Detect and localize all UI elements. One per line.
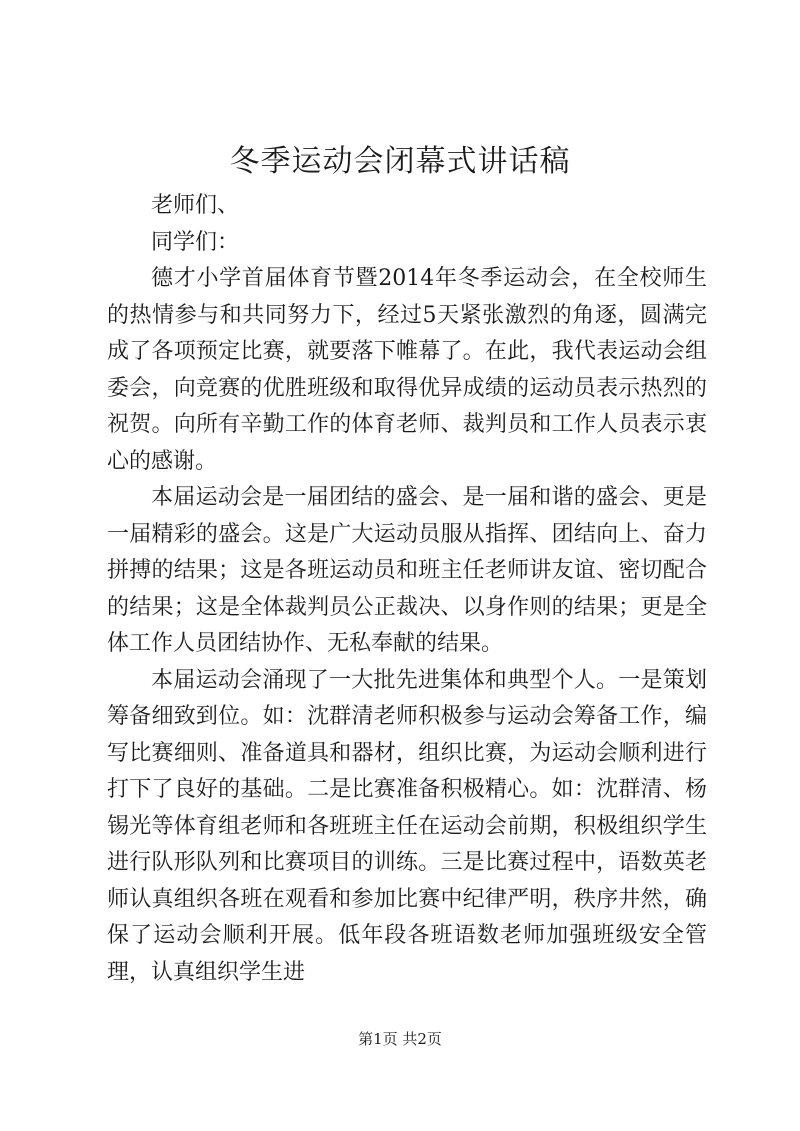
salutation-teachers: 老师们、 (151, 193, 240, 218)
paragraph-summary: 本届运动会是一届团结的盛会、是一届和谐的盛会、更是一届精彩的盛会。这是广大运动员服从指挥、团结向上、奋力拼搏的结果；这是各班运动员和班主任老师讲友谊、密切配合的结果；这是全体裁判员公正裁决、以身作则的结果；更是全体工作人员团结协作、无私奉献的结果。 (107, 485, 707, 656)
document-title: 冬季运动会闭幕式讲话稿 (229, 144, 571, 179)
salutation-students: 同学们： (151, 229, 240, 255)
paragraph-opening: 德才小学首届体育节暨2014年冬季运动会，在全校师生的热情参与和共同努力下，经过5天紧张激烈的角逐，圆满完成了各项预定比赛，就要落下帷幕了。在此，我代表运动会组委会，向竞赛的优胜班级和取得优异成绩的运动员表示热烈的祝贺。向所有辛勤工作的体育老师、裁判员和工作人员表示衷心的感谢。 (107, 266, 707, 474)
page-footer: 第1页 共2页 (358, 1030, 442, 1048)
document-body (107, 188, 707, 991)
paragraph-achievements: 本届运动会涌现了一大批先进集体和典型个人。一是策划筹备细致到位。如：沈群清老师积极参与运动会筹备工作，编写比赛细则、准备道具和器材，组织比赛，为运动会顺利进行打下了良好的基础。二是比赛准备积极精心。如：沈群清、杨锡光等体育组老师和各班班主任在运动会前期，积极组织学生进行队形队列和比赛项目的训练。三是比赛过程中，语数英老师认真组织各班在观看和参加比赛中纪律严明，秩序井然，确保了运动会顺利开展。低年段各班语数老师加强班级安全管理，认真组织学生进 (107, 667, 707, 985)
